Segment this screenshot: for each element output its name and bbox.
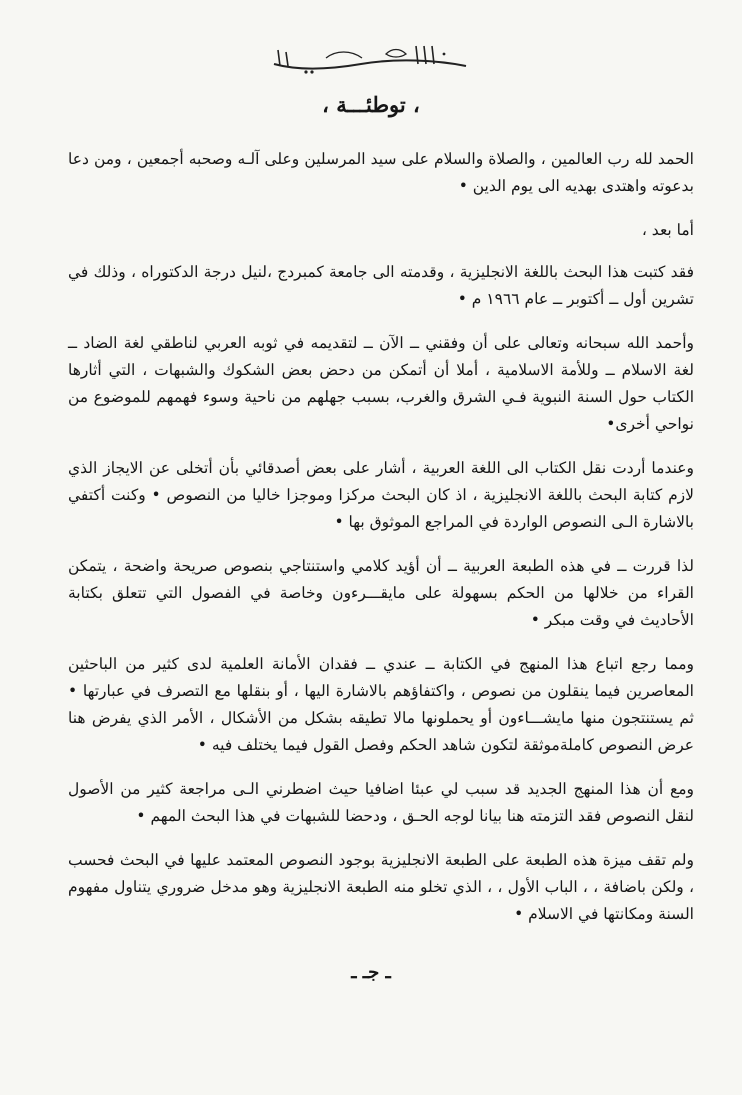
paragraph: ومع أن هذا المنهج الجديد قد سبب لي عبئا اضافيا حيث اضطرني الـى مراجعة كثير من الأصول لنقل النصوص فقد التزمته هنا بيانا لوجه الحـق ، ودحضا للشبهات في هذا البحث المهم • bbox=[68, 780, 694, 825]
paragraph: لذا قررت ــ في هذه الطبعة العربية ــ أن أؤيد كلامي واستنتاجي بنصوص صريحة واضحة ، يتمكن القراء من خلالها من الحكم بسهولة على مايقـــرءون وخاصة في الفصول التي تتعلق بكتابة الأحاديث في وقت مبكر • bbox=[68, 557, 694, 629]
page-heading: ، توطئـــة ، bbox=[322, 92, 420, 117]
page-number: ـ جـ ـ bbox=[351, 962, 391, 983]
basmala-calligraphy bbox=[0, 40, 742, 80]
paragraph: ولم تقف ميزة هذه الطبعة على الطبعة الانجليزية بوجود النصوص المعتمد عليها في البحث فحسب ، ولكن باضافة ، ، الباب الأول ، ، الذي تخلو منه الطبعة الانجليزية وهو مدخل ضروري يتناول مفهوم السنة ومكانتها في الاسلام • bbox=[68, 851, 694, 923]
body-text bbox=[68, 146, 694, 945]
paragraph: أما بعد ، bbox=[641, 221, 694, 239]
paragraph: وأحمد الله سبحانه وتعالى على أن وفقني ــ الآن ــ لتقديمه في ثوبه العربي لناطقي لغة الضاد ــ لغة الاسلام ــ وللأمة الاسلامية ، أملا أن أتمكن من دحض بعض الشكوك والشبهات ، التي أثارها الكتاب حول السنة النبوية فـي الشرق والغرب، بسبب جهلهم من ناحية وسوء فهمهم للموضوع من نواحي أخرى• bbox=[68, 334, 694, 433]
paragraph: ومما رجع اتباع هذا المنهج في الكتابة ــ عندي ــ فقدان الأمانة العلمية لدى كثير من الباحثين المعاصرين فيما ينقلون من نصوص ، واكتفاؤهم بالاشارة اليها ، أو بنقلها مع التصرف في عبارتها • ثم يستنتجون منها مايشـــاءون أو يحملونها مالا تطيقه بشكل من الأشكال ، الأمر الذي يفرض هنا عرض النصوص كاملةموثقة لتكون شاهد الحكم وفصل القول فيما يختلف فيه • bbox=[68, 655, 694, 754]
paragraph: الحمد لله رب العالمين ، والصلاة والسلام على سيد المرسلين وعلى آلـه وصحبه أجمعين ، ومن دعا بدعوته واهتدى بهديه الى يوم الدين • bbox=[68, 150, 694, 195]
paragraph: وعندما أردت نقل الكتاب الى اللغة العربية ، أشار على بعض أصدقائي بأن أتخلى عن الايجاز الذي لازم كتابة البحث باللغة الانجليزية ، اذ كان البحث مركزا وموجزا خاليا من النصوص • وكنت أكتفي بالاشارة الـى النصوص الواردة في المراجع الموثوق بها • bbox=[68, 459, 694, 531]
paragraph: فقد كتبت هذا البحث باللغة الانجليزية ، وقدمته الى جامعة كمبردج ،لنيل درجة الدكتوراه ، وذلك في تشرين أول ــ أكتوبر ــ عام ١٩٦٦ م • bbox=[68, 263, 694, 308]
basmala-calligraphy-icon bbox=[266, 40, 476, 76]
